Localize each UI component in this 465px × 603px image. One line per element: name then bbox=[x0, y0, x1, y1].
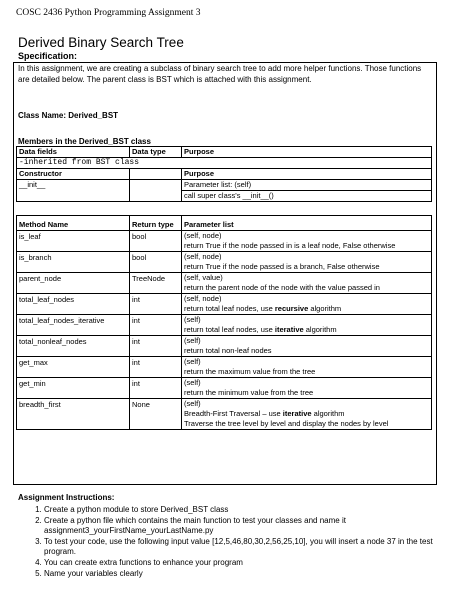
param-cell bbox=[182, 315, 432, 336]
table-row bbox=[17, 273, 432, 294]
desc-bold: iterative bbox=[274, 325, 304, 334]
page-title: Derived Binary Search Tree bbox=[18, 35, 184, 50]
param-description: return the minimum value from the tree bbox=[184, 388, 314, 397]
param-signature: (self) bbox=[184, 378, 201, 387]
method-name: parent_node bbox=[17, 273, 130, 294]
list-item: 4. You can create extra functions to enhance your program bbox=[44, 558, 444, 569]
desc-bold: recursive bbox=[274, 304, 309, 313]
desc-text: return total leaf nodes, use bbox=[184, 304, 275, 313]
return-type: bool bbox=[130, 231, 182, 252]
table-row bbox=[17, 231, 432, 252]
col-header-params: Parameter list bbox=[182, 216, 432, 231]
method-name: total_nonleaf_nodes bbox=[17, 336, 130, 357]
empty-cell bbox=[130, 180, 182, 202]
desc-bold: iterative bbox=[282, 409, 312, 418]
list-item: 3. To test your code, use the following input value [12,5,46,80,30,2,56,25,10], you will insert a node 37 in the test program. bbox=[44, 537, 444, 558]
inherited-row: -inherited from BST class bbox=[17, 158, 432, 169]
method-name: total_leaf_nodes bbox=[17, 294, 130, 315]
table-row bbox=[17, 315, 432, 336]
ctor-param: Parameter list: (self) bbox=[182, 180, 432, 191]
ctor-purpose-label: Purpose bbox=[182, 169, 432, 180]
instructions-list bbox=[20, 505, 444, 579]
param-signature: (self, node) bbox=[184, 231, 222, 240]
desc-text: return total leaf nodes, use bbox=[184, 325, 275, 334]
return-type: TreeNode bbox=[130, 273, 182, 294]
return-type: int bbox=[130, 294, 182, 315]
list-item: 5. Name your variables clearly bbox=[44, 569, 444, 580]
col-header-constructor: Constructor bbox=[17, 169, 130, 180]
param-cell bbox=[182, 231, 432, 252]
return-type: int bbox=[130, 378, 182, 399]
intro-paragraph: In this assignment, we are creating a subclass of binary search tree to add more helper functions. Those functions are detailed below. The parent class is BST which is attached with this assignment. bbox=[18, 64, 422, 84]
param-cell bbox=[182, 357, 432, 378]
param-signature: (self) bbox=[184, 357, 201, 366]
param-signature: (self) bbox=[184, 315, 201, 324]
col-header-return: Return type bbox=[130, 216, 182, 231]
param-description bbox=[184, 304, 429, 314]
param-cell bbox=[182, 273, 432, 294]
method-name: get_max bbox=[17, 357, 130, 378]
return-type: int bbox=[130, 336, 182, 357]
param-description: return the parent node of the node with the value passed in bbox=[184, 283, 380, 292]
desc-text: algorithm bbox=[308, 304, 342, 313]
members-table bbox=[16, 146, 432, 202]
param-cell bbox=[182, 336, 432, 357]
instructions-heading: Assignment Instructions: bbox=[18, 493, 115, 502]
class-name: Class Name: Derived_BST bbox=[18, 111, 119, 120]
method-name: is_leaf bbox=[17, 231, 130, 252]
col-header-data-fields: Data fields bbox=[17, 147, 130, 158]
param-description bbox=[184, 325, 429, 335]
desc-text: Breadth-First Traversal – use bbox=[184, 409, 283, 418]
param-description: return total non-leaf nodes bbox=[184, 346, 272, 355]
ctor-name: __init__ bbox=[17, 180, 130, 202]
param-cell bbox=[182, 378, 432, 399]
param-description: return the maximum value from the tree bbox=[184, 367, 316, 376]
param-cell bbox=[182, 294, 432, 315]
table-row bbox=[17, 336, 432, 357]
members-heading: Members in the Derived_BST class bbox=[18, 137, 151, 146]
course-header: COSC 2436 Python Programming Assignment 3 bbox=[16, 8, 201, 18]
return-type: int bbox=[130, 315, 182, 336]
empty-cell bbox=[130, 169, 182, 180]
param-signature: (self) bbox=[184, 399, 201, 408]
ctor-call: call super class's __init__() bbox=[182, 191, 432, 202]
method-name: get_min bbox=[17, 378, 130, 399]
desc-text: algorithm bbox=[311, 409, 345, 418]
param-signature: (self, node) bbox=[184, 252, 222, 261]
param-cell bbox=[182, 252, 432, 273]
method-name: is_branch bbox=[17, 252, 130, 273]
table-row bbox=[17, 357, 432, 378]
col-header-data-type: Data type bbox=[130, 147, 182, 158]
return-type: None bbox=[130, 399, 182, 430]
desc-text: algorithm bbox=[303, 325, 337, 334]
param-cell bbox=[182, 399, 432, 430]
list-item: 2. Create a python file which contains the main function to test your classes and name it assignment3_yourFirstName_yourLastName.py bbox=[44, 516, 444, 537]
param-signature: (self, value) bbox=[184, 273, 223, 282]
param-description bbox=[184, 409, 429, 419]
table-row bbox=[17, 399, 432, 430]
method-name: breadth_first bbox=[17, 399, 130, 430]
param-signature: (self, node) bbox=[184, 294, 222, 303]
specification-label: Specification: bbox=[18, 51, 78, 61]
param-description: return True if the node passed in is a leaf node, False otherwise bbox=[184, 241, 396, 250]
table-row bbox=[17, 252, 432, 273]
param-description-extra: Traverse the tree level by level and display the nodes by level bbox=[184, 419, 389, 428]
param-description: return True if the node passed is a branch, False otherwise bbox=[184, 262, 380, 271]
col-header-method: Method Name bbox=[17, 216, 130, 231]
list-item: 1. Create a python module to store Derived_BST class bbox=[44, 505, 444, 516]
param-signature: (self) bbox=[184, 336, 201, 345]
method-name: total_leaf_nodes_iterative bbox=[17, 315, 130, 336]
table-row bbox=[17, 294, 432, 315]
col-header-purpose: Purpose bbox=[182, 147, 432, 158]
return-type: bool bbox=[130, 252, 182, 273]
return-type: int bbox=[130, 357, 182, 378]
methods-table bbox=[16, 215, 432, 430]
table-row bbox=[17, 378, 432, 399]
